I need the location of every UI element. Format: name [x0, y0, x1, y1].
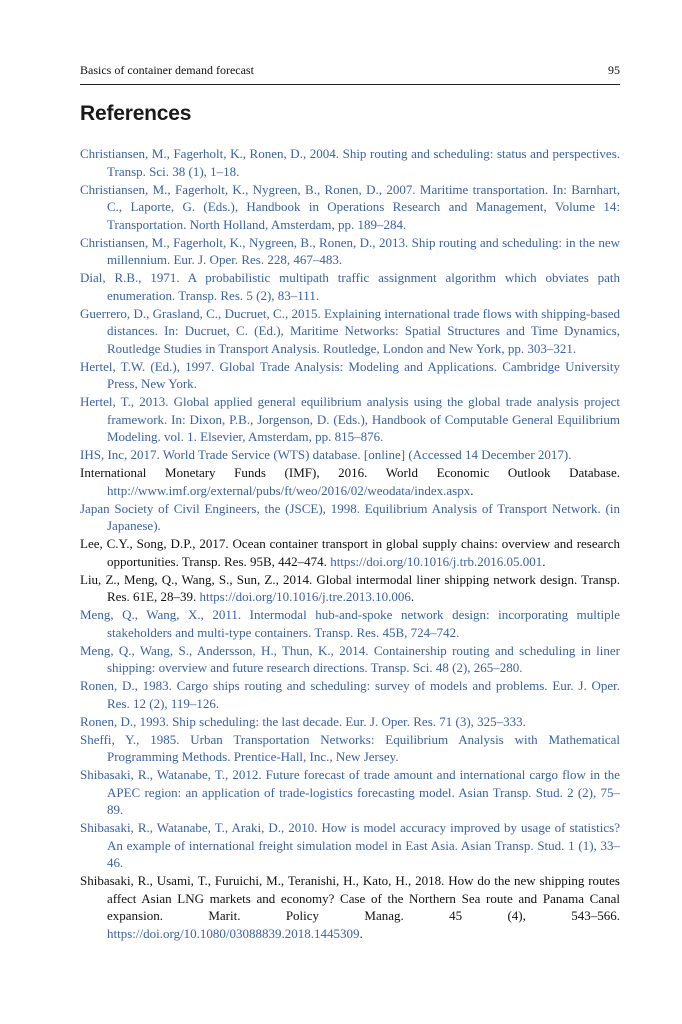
reference-entry[interactable] — [80, 358, 620, 393]
reference-text: IHS, Inc, 2017. World Trade Service (WTS) database. [online] (Accessed 14 December 2017). — [80, 447, 572, 462]
reference-text: Sheffi, Y., 1985. Urban Transportation Networks: Equilibrium Analysis with Mathematical Programming Methods. Prentice-Hall, Inc., New Jersey. — [80, 731, 620, 764]
reference-text: Christiansen, M., Fagerholt, K., Ronen, D., 2004. Ship routing and scheduling: status and perspectives. Transp. Sci. 38 (1), 1–18. — [80, 146, 620, 179]
reference-text: Dial, R.B., 1971. A probabilistic multipath traffic assignment algorithm which obviates path enumeration. Transp. Res. 5 (2), 83–111. — [80, 270, 620, 303]
reference-text: Meng, Q., Wang, S., Andersson, H., Thun, K., 2014. Containership routing and scheduling in liner shipping: overview and future research directions. Transp. Sci. 48 (2), 265–280. — [80, 642, 620, 675]
section-title: References — [80, 102, 192, 125]
reference-entry — [80, 464, 620, 499]
reference-entry[interactable] — [80, 677, 620, 712]
reference-entry — [80, 571, 620, 606]
running-title: Basics of container demand forecast — [80, 63, 254, 77]
reference-entry[interactable] — [80, 500, 620, 535]
reference-entry[interactable] — [80, 393, 620, 446]
reference-entry — [80, 872, 620, 942]
reference-text: Hertel, T., 2013. Global applied general equilibrium analysis using the global trade analysis project framework. In: Dixon, P.B., Jorgenson, D. (Eds.), Handbook of Computable General Equilibrium Modeling. vol. 1. Elsevier, Amsterdam, pp. 815–876. — [80, 394, 620, 444]
reference-entry — [80, 535, 620, 570]
reference-entry[interactable] — [80, 269, 620, 304]
reference-entry[interactable] — [80, 606, 620, 641]
reference-text: Shibasaki, R., Watanabe, T., 2012. Future forecast of trade amount and international cargo flow in the APEC region: an application of trade-logistics forecasting model. Asian Transp. Stud. 2 (2), 75–89. — [80, 767, 620, 817]
reference-list — [80, 145, 620, 943]
reference-entry[interactable] — [80, 181, 620, 234]
reference-trailing-period: . — [542, 553, 546, 569]
reference-doi-link[interactable]: https://doi.org/10.1080/03088839.2018.1445309 — [107, 925, 360, 941]
page-number: 95 — [608, 63, 620, 77]
reference-trailing-period: . — [359, 925, 363, 941]
reference-entry[interactable] — [80, 446, 620, 464]
reference-text: Meng, Q., Wang, X., 2011. Intermodal hub-and-spoke network design: incorporating multiple stakeholders and multi-type containers. Transp. Res. 45B, 724–742. — [80, 607, 620, 640]
reference-text: Japan Society of Civil Engineers, the (JSCE), 1998. Equilibrium Analysis of Transport Network. (in Japanese). — [80, 500, 620, 533]
header-rule — [80, 84, 620, 85]
reference-doi-link[interactable]: https://doi.org/10.1016/j.trb.2016.05.001 — [330, 553, 543, 569]
reference-text: Guerrero, D., Grasland, C., Ducruet, C., 2015. Explaining international trade flows with shipping-based distances. In: Ducruet, C. (Ed.), Maritime Networks: Spatial Structures and Time Dynamics, Routledge Studies in Transport Analysis. Routledge, London and New York, pp. 303–321. — [80, 305, 620, 356]
reference-text: International Monetary Funds (IMF), 2016. World Economic Outlook Database. — [80, 465, 620, 480]
reference-trailing-period: . — [410, 589, 415, 604]
reference-text: Liu, Z., Meng, Q., Wang, S., Sun, Z., 2014. Global intermodal liner shipping network design. Transp. Res. 61E, 28–39. — [80, 571, 620, 604]
reference-entry[interactable] — [80, 234, 620, 269]
reference-entry[interactable] — [80, 819, 620, 872]
reference-entry[interactable] — [80, 713, 620, 731]
reference-entry[interactable] — [80, 145, 620, 180]
reference-text: Hertel, T.W. (Ed.), 1997. Global Trade Analysis: Modeling and Applications. Cambridge University Press, New York. — [80, 358, 620, 391]
reference-entry[interactable] — [80, 766, 620, 819]
reference-text: Ronen, D., 1993. Ship scheduling: the last decade. Eur. J. Oper. Res. 71 (3), 325–333. — [80, 713, 526, 729]
reference-text: Shibasaki, R., Watanabe, T., Araki, D., 2010. How is model accuracy improved by usage of statistics? An example of international freight simulation model in East Asia. Asian Transp. Stud. 1 (1), 33–46. — [80, 820, 620, 870]
reference-doi-link[interactable]: http://www.imf.org/external/pubs/ft/weo/2016/02/weodata/index.aspx — [107, 482, 471, 498]
reference-entry[interactable] — [80, 305, 620, 358]
reference-text: Lee, C.Y., Song, D.P., 2017. Ocean container transport in global supply chains: overview and research opportunities. Transp. Res. 95B, 442–474. — [80, 536, 620, 569]
reference-doi-link[interactable]: https://doi.org/10.1016/j.tre.2013.10.006 — [199, 589, 411, 604]
reference-entry[interactable] — [80, 731, 620, 766]
reference-trailing-period: . — [470, 482, 474, 498]
reference-text: Christiansen, M., Fagerholt, K., Nygreen, B., Ronen, D., 2013. Ship routing and scheduling: in the new millennium. Eur. J. Oper. Res. 228, 467–483. — [80, 234, 620, 267]
reference-text: Shibasaki, R., Usami, T., Furuichi, M., Teranishi, H., Kato, H., 2018. How do the new shipping routes affect Asian LNG markets and economy? Case of the Northern Sea route and Panama Canal expansion. Marit. Policy Manag. 45 (4), 543–566. — [80, 873, 620, 923]
reference-entry[interactable] — [80, 642, 620, 677]
reference-text: Christiansen, M., Fagerholt, K., Nygreen, B., Ronen, D., 2007. Maritime transportation. In: Barnhart, C., Laporte, G. (Eds.), Handbook in Operations Research and Management, Volume 14: Transportation. North Holland, Amsterdam, pp. 189–284. — [80, 181, 620, 232]
reference-text: Ronen, D., 1983. Cargo ships routing and scheduling: survey of models and problems. Eur. J. Oper. Res. 12 (2), 119–126. — [80, 678, 620, 711]
